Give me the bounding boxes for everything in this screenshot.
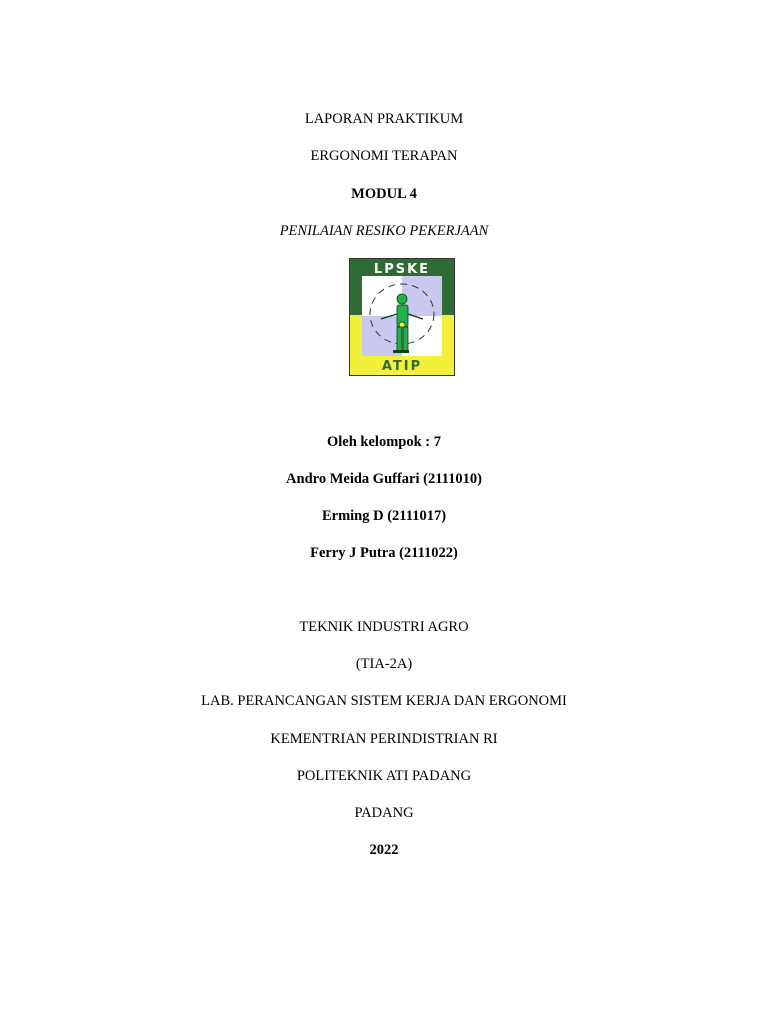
logo-top-text: LPSKE — [373, 262, 431, 277]
year: 2022 — [369, 842, 399, 858]
logo-bottom-text: ATIP — [381, 359, 423, 374]
department: TEKNIK INDUSTRI AGRO — [299, 619, 469, 635]
group-member: Erming D (2111017) — [321, 508, 447, 524]
module-number: MODUL 4 — [351, 186, 417, 202]
lab-name: LAB. PERANCANGAN SISTEM KERJA DAN ERGONOMI — [201, 693, 567, 709]
group-member: Ferry J Putra (2111022) — [310, 545, 458, 561]
class-code: (TIA-2A) — [355, 656, 413, 672]
course-title: ERGONOMI TERAPAN — [310, 148, 458, 164]
lpske-atip-logo — [349, 258, 455, 376]
ministry: KEMENTRIAN PERINDISTRIAN RI — [270, 731, 498, 747]
institution: POLITEKNIK ATI PADANG — [296, 768, 472, 784]
report-type: LAPORAN PRAKTIKUM — [304, 111, 464, 127]
city: PADANG — [354, 805, 414, 821]
topic-title: PENILAIAN RESIKO PEKERJAAN — [279, 223, 489, 239]
group-label: Oleh kelompok : 7 — [327, 434, 441, 450]
group-member: Andro Meida Guffari (2111010) — [286, 471, 482, 487]
